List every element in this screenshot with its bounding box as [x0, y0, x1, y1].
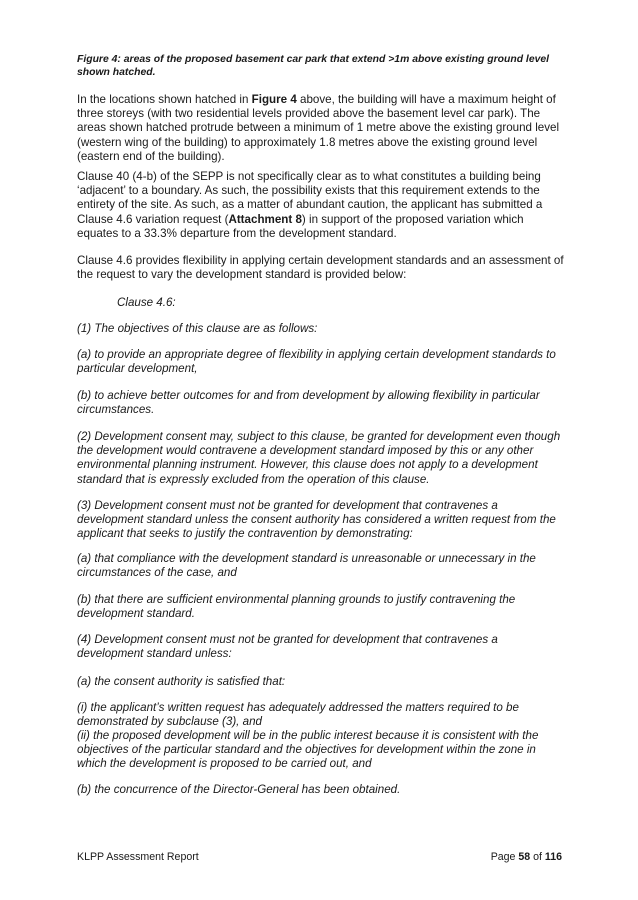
- clause-item-1a: (a) to provide an appropriate degree of flexibility in applying certain development standards to particular development,: [77, 348, 556, 376]
- paragraph-clause-40: [77, 170, 565, 241]
- paragraph-text: Clause 40 (4-b) of the SEPP is not specifically clear as to what constitutes a building being ‘adjacent’ to a boundary. As such, the possibility exists that this requirement extends to the entirety of the site. As such, as a matter of abundant caution, the applicant has submitted a Clause 4.6 variation request (: [77, 170, 543, 226]
- paragraph-clause-4-6-intro: Clause 4.6 provides flexibility in applying certain development standards and an assessment of the request to vary the development standard is provided below:: [77, 254, 564, 282]
- clause-item-1: (1) The objectives of this clause are as follows:: [77, 322, 318, 335]
- clause-item-4a-ii: (ii) the proposed development will be in the public interest because it is consistent with the objectives of the particular standard and the objectives for development within the zone in which the development is proposed to be carried out, and: [77, 729, 539, 771]
- paragraph-text: above, the building will have a maximum height of three storeys (with two residential levels provided above the basement level car park). The areas shown hatched protrude between a minimum of 1 metre above the existing ground level (western wing of the building) to approximately 1.8 metres above the existing ground level (eastern end of the building).: [77, 93, 560, 163]
- footer-report-title: KLPP Assessment Report: [77, 851, 199, 863]
- attachment-reference: Attachment 8: [228, 212, 302, 226]
- figure-caption: Figure 4: areas of the proposed basement car park that extend >1m above existing ground level shown hatched.: [77, 54, 550, 78]
- clause-item-3a: (a) that compliance with the development standard is unreasonable or unnecessary in the circumstances of the case, and: [77, 552, 536, 580]
- paragraph-figure-4: [77, 93, 565, 164]
- page-of: of: [530, 851, 545, 863]
- clause-item-4a-i: (i) the applicant’s written request has adequately addressed the matters required to be demonstrated by subclause (3), and: [77, 701, 519, 729]
- figure-reference: Figure 4: [251, 93, 297, 106]
- clause-item-3b: (b) that there are sufficient environmental planning grounds to justify contravening the development standard.: [77, 593, 516, 621]
- clause-item-4b: (b) the concurrence of the Director-General has been obtained.: [77, 783, 401, 796]
- footer-page-number: [491, 851, 562, 864]
- page-label: Page: [490, 851, 519, 863]
- paragraph-text: ) in support of the proposed variation which equates to a 33.3% departure from the development standard.: [77, 212, 524, 240]
- total-pages: 116: [544, 851, 562, 863]
- current-page: 58: [518, 851, 531, 863]
- clause-item-4: (4) Development consent must not be granted for development that contravenes a development standard unless:: [77, 633, 498, 661]
- paragraph-text: In the locations shown hatched in: [77, 93, 252, 106]
- clause-item-1b: (b) to achieve better outcomes for and from development by allowing flexibility in particular circumstances.: [77, 389, 540, 417]
- clause-item-2: (2) Development consent may, subject to this clause, be granted for development even though the development would contravene a development standard imposed by this or any other environmental planning instrument. However, this clause does not apply to a development standard that is expressly excluded from the operation of this clause.: [77, 430, 561, 486]
- clause-item-3: (3) Development consent must not be granted for development that contravenes a development standard unless the consent authority has considered a written request from the applicant that seeks to justify the contravention by demonstrating:: [77, 499, 556, 541]
- clause-item-4a: (a) the consent authority is satisfied that:: [77, 675, 286, 688]
- clause-heading: Clause 4.6:: [117, 296, 176, 309]
